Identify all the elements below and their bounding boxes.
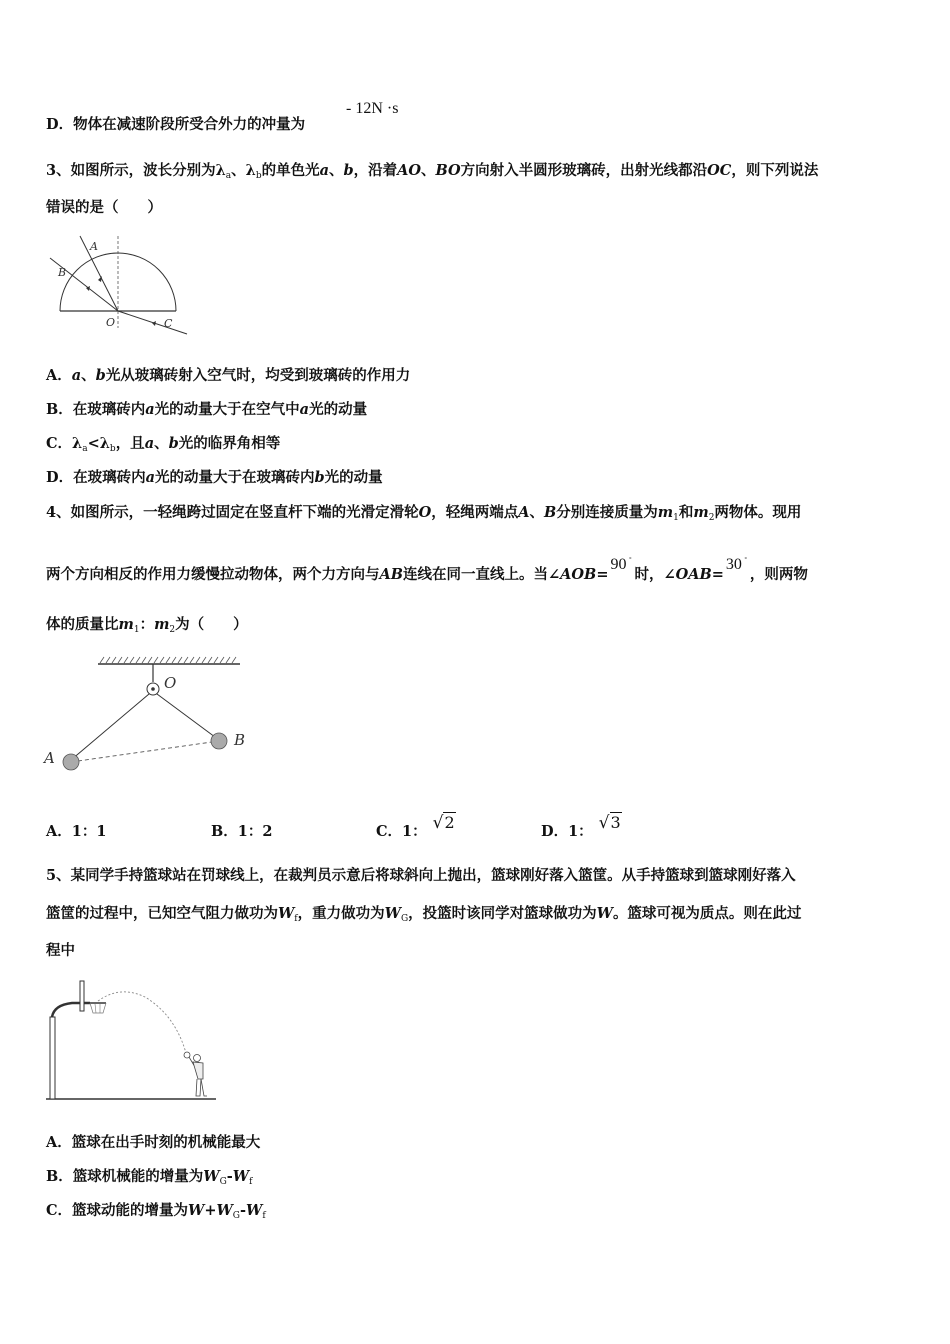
q4-angle-aob: 90 ° xyxy=(610,556,632,573)
q4-option-c: C．1： √2 xyxy=(376,813,455,840)
q3-figure-label-b: B xyxy=(58,266,67,279)
q3-option-b: B．在玻璃砖内a光的动量大于在空气中a光的动量 xyxy=(46,401,368,418)
q3-figure-label-a: A xyxy=(90,240,98,253)
q5-stem-line2: 篮筐的过程中，已知空气阻力做功为$W_f$，重力做功为$W_G$，投篮时该同学对篮球做功为W。篮球可视为质点。则在此过 xyxy=(46,905,802,924)
q4-figure-label-b: B xyxy=(234,731,246,749)
q3-figure-label-o: O xyxy=(106,316,116,329)
q4-figure-label-a: A xyxy=(44,749,55,767)
q4-stem-line2: 两个方向相反的作用力缓慢拉动物体，两个力方向与AB连线在同一直线上。当∠AOB=90 ° 时，∠OAB=30 ° ，则两物 xyxy=(46,556,808,583)
q3-figure-semicircle xyxy=(44,228,194,343)
q5-option-b: B．篮球机械能的增量为$W_G-W_f$ xyxy=(46,1168,253,1187)
q3-stem-line2: 错误的是（ ） xyxy=(46,199,162,216)
q4-option-b: B．1：2 xyxy=(211,823,273,840)
q5-figure-basketball xyxy=(40,975,240,1105)
q4-option-d: D．1： √3 xyxy=(541,813,621,840)
q5-stem-line1: 5、某同学手持篮球站在罚球线上，在裁判员示意后将球斜向上抛出，篮球刚好落入篮筐。从手持篮球到篮球刚好落入 xyxy=(46,867,796,884)
q3-stem-line1: 3、如图所示，波长分别为$\lambda_a$、$\lambda_b$的单色光a、b，沿着AO、BO方向射入半圆形玻璃砖，出射光线都沿OC，则下列说法 xyxy=(46,162,819,181)
q5-option-a: A．篮球在出手时刻的机械能最大 xyxy=(46,1134,261,1151)
q2-option-d-text: D．物体在减速阶段所受合外力的冲量为 xyxy=(46,116,306,133)
q5-stem-line3: 程中 xyxy=(46,942,75,959)
q3-option-d: D．在玻璃砖内a光的动量大于在玻璃砖内b光的动量 xyxy=(46,469,383,486)
q4-figure-pulley xyxy=(40,656,260,776)
q4-figure-label-o: O xyxy=(164,674,177,692)
q4-option-a: A．1：1 xyxy=(46,823,107,840)
q4-option-d-sqrt: √3 xyxy=(598,813,621,833)
q3-figure-label-c: C xyxy=(164,317,173,330)
q3-option-c: C．$\lambda_a<\lambda_b$，且a、b光的临界角相等 xyxy=(46,435,281,454)
q4-stem-line3: 体的质量比$m_1$：$m_2$为（ ） xyxy=(46,616,248,635)
q3-option-a: A．a、b光从玻璃砖射入空气时，均受到玻璃砖的作用力 xyxy=(46,367,411,384)
q4-angle-oab: 30 ° xyxy=(725,556,747,573)
q2-option-d xyxy=(46,115,305,135)
q4-stem-line1: 4、如图所示，一轻绳跨过固定在竖直杆下端的光滑定滑轮O，轻绳两端点A、B分别连接质量为$m_1$和$m_2$两物体。现用 xyxy=(46,504,802,523)
q5-option-c: C．篮球动能的增量为$W+W_G-W_f$ xyxy=(46,1202,266,1221)
q4-option-c-sqrt: √2 xyxy=(432,813,455,833)
q2-impulse-value: - 12N ·s xyxy=(346,100,399,117)
